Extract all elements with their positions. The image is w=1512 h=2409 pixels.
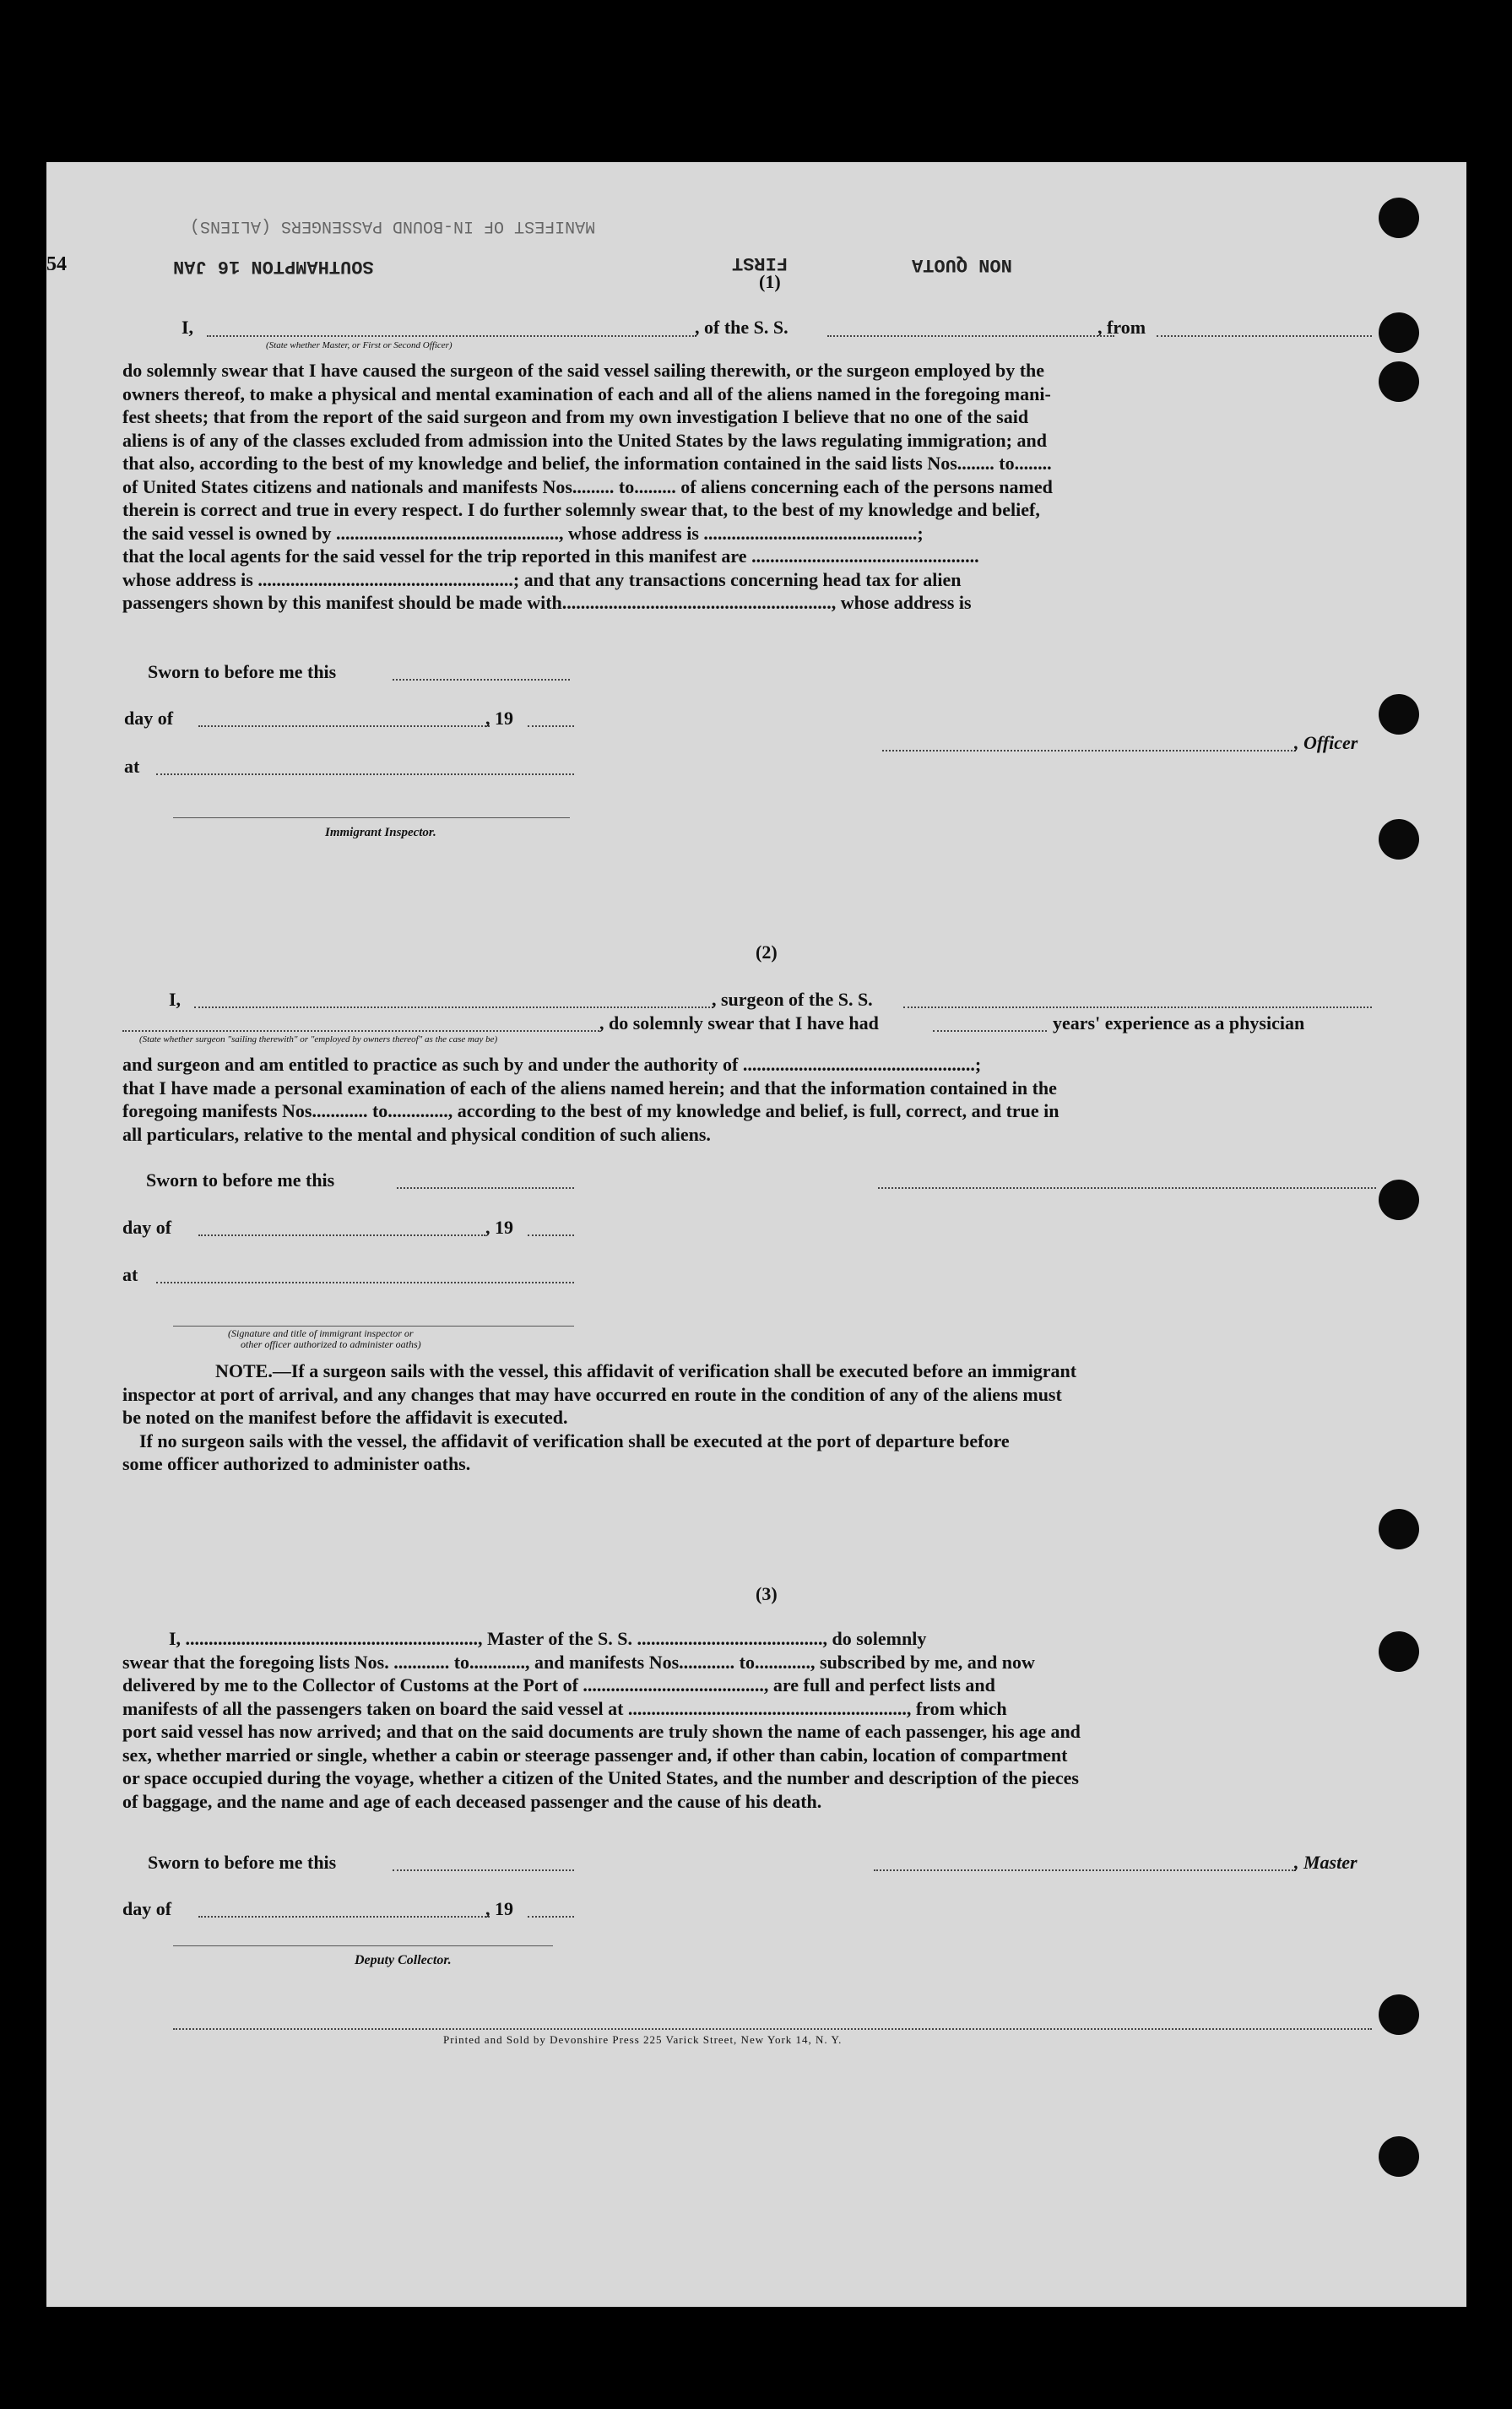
s2-day-line [198, 1234, 485, 1236]
s2-status-line [122, 1030, 599, 1032]
s2-note-1: NOTE.—If a surgeon sails with the vessel, this affidavit of verification shall be executed before an immigrant [215, 1360, 1077, 1381]
punch-hole-6 [1379, 1180, 1419, 1220]
s1-line-10: whose address is .......................................................; and that any transactions concerning head tax for alien [122, 568, 962, 590]
printer-imprint: Printed and Sold by Devonshire Press 225 Varick Street, New York 14, N. Y. [443, 2033, 843, 2046]
s2-sworn-line [397, 1187, 574, 1189]
s1-name-line [207, 335, 696, 337]
s2-note-4: If no surgeon sails with the vessel, the affidavit of verification shall be executed at the port of departure before [139, 1430, 1010, 1451]
bleed-through-top: MANIFEST OF IN-BOUND PASSENGERS (ALIENS) [190, 216, 596, 236]
s2-line-3: foregoing manifests Nos............ to............., according to the best of my knowledge and belief, is full, correct, and true in [122, 1100, 1059, 1121]
punch-hole-10 [1379, 2136, 1419, 2177]
s3-line-3: delivered by me to the Collector of Customs at the Port of ......................................., are full and perfect lists and [122, 1674, 995, 1696]
s1-inspector-line [173, 817, 570, 818]
s2-ship-line [903, 1006, 1372, 1008]
s1-line-8: the said vessel is owned by ................................................, whose address is ..............................................; [122, 522, 924, 544]
s3-deputy: Deputy Collector. [355, 1953, 452, 1967]
s3-day-of: day of [122, 1898, 172, 1919]
bleed-quota: NON QUOTA [912, 254, 1012, 275]
s3-line-2: swear that the foregoing lists Nos. ............ to............, and manifests Nos............ to............, subscribed by me, and now [122, 1651, 1035, 1673]
manifest-page [46, 162, 1466, 2307]
s3-line-5: port said vessel has now arrived; and that on the said documents are truly shown the name of each passenger, his age and [122, 1721, 1081, 1742]
s2-surgeon-of: , surgeon of the S. S. [712, 989, 873, 1010]
s3-line-4: manifests of all the passengers taken on board the said vessel at ............................................................, from which [122, 1697, 1007, 1719]
section-1-number: (1) [759, 271, 781, 292]
s2-note [122, 1359, 1380, 1476]
s3-line-1: I, ..............................................................., Master of the S. S. ........................................, do solemnly [169, 1628, 927, 1649]
s2-caption-2: other officer authorized to administer oaths) [241, 1338, 421, 1350]
bleed-class: FIRST [732, 252, 789, 274]
s3-year: , 19 [485, 1898, 513, 1919]
s3-master-line [874, 1869, 1296, 1871]
s2-note-2: inspector at port of arrival, and any changes that may have occurred en route in the condition of any of the aliens must [122, 1383, 1062, 1405]
s2-note-3: be noted on the manifest before the affidavit is executed. [122, 1407, 568, 1428]
s3-deputy-line [173, 1945, 553, 1946]
s3-line-6: sex, whether married or single, whether a cabin or steerage passenger and, if other than cabin, location of compartment [122, 1744, 1068, 1766]
s1-day-line [198, 725, 490, 727]
s3-line-7: or space occupied during the voyage, whether a citizen of the United States, and the number and description of the pieces [122, 1767, 1079, 1788]
s3-oath-text [122, 1627, 1380, 1813]
s2-year: , 19 [485, 1217, 513, 1238]
bleed-port-date: SOUTHAMPTON 16 JAN [173, 256, 374, 277]
s1-line-1: do solemnly swear that I have caused the surgeon of the said vessel sailing therewith, or the surgeon employed by the [122, 360, 1045, 381]
s1-line-5: that also, according to the best of my knowledge and belief, the information contained in the said lists Nos........ to........ [122, 453, 1052, 474]
s3-day-line [198, 1916, 490, 1918]
s2-at: at [122, 1264, 138, 1285]
s2-caption-1: (Signature and title of immigrant inspector or [228, 1327, 414, 1339]
s3-master: , Master [1294, 1852, 1358, 1873]
punch-hole-8 [1379, 1631, 1419, 1672]
s2-sworn: Sworn to before me this [146, 1169, 335, 1191]
s1-officer: , Officer [1294, 732, 1358, 753]
s1-oath-text [122, 359, 1380, 615]
s1-state-whether: (State whether Master, or First or Second Officer) [266, 340, 453, 350]
s1-day-of: day of [124, 708, 174, 729]
punch-hole-4 [1379, 694, 1419, 735]
s1-line-11: passengers shown by this manifest should be made with.........................................................., whose address is [122, 592, 972, 613]
s1-of-ss: , of the S. S. [695, 317, 789, 338]
s1-ship-line [827, 335, 1114, 337]
s1-line-7: therein is correct and true in every respect. I do further solemnly swear that, to the best of my knowledge and belief, [122, 499, 1040, 520]
punch-hole-3 [1379, 361, 1419, 402]
s1-from: , from [1097, 317, 1146, 338]
s1-from-line [1157, 335, 1372, 337]
s1-line-4: aliens is of any of the classes excluded from admission into the United States by the laws regulating immigration; and [122, 429, 1047, 451]
footer-rule [173, 2028, 1372, 2030]
s2-solemnly: , do solemnly swear that I have had [599, 1012, 879, 1034]
s1-at-line [156, 773, 574, 775]
s3-sworn: Sworn to before me this [148, 1852, 337, 1873]
s3-year-line [528, 1916, 574, 1918]
s1-year: , 19 [485, 708, 513, 729]
punch-hole-2 [1379, 312, 1419, 353]
s2-day-of: day of [122, 1217, 172, 1238]
s3-line-8: of baggage, and the name and age of each deceased passenger and the cause of his death. [122, 1790, 822, 1812]
s1-i: I, [182, 317, 194, 338]
s1-year-line [528, 725, 574, 727]
s2-year-line [528, 1234, 574, 1236]
s2-note-5: some officer authorized to administer oaths. [122, 1453, 471, 1474]
punch-hole-5 [1379, 819, 1419, 860]
s1-line-2: owners thereof, to make a physical and mental examination of each and all of the aliens named in the foregoing mani- [122, 383, 1051, 404]
s1-line-9: that the local agents for the said vessel for the trip reported in this manifest are ................................................. [122, 545, 979, 567]
s2-inspector-line [173, 1326, 574, 1327]
s2-i: I, [169, 989, 182, 1010]
section-2-number: (2) [756, 941, 778, 963]
s1-sworn: Sworn to before me this [148, 661, 337, 682]
punch-hole-1 [1379, 198, 1419, 238]
s1-at: at [124, 756, 140, 777]
punch-hole-7 [1379, 1509, 1419, 1549]
s2-oath-text [122, 1053, 1380, 1146]
s2-line-1: and surgeon and am entitled to practice as such by and under the authority of ..................................................; [122, 1054, 982, 1075]
s1-officer-line [882, 750, 1296, 751]
margin-mark: 54 [46, 253, 67, 275]
s2-at-line [156, 1282, 574, 1283]
s2-line-2: that I have made a personal examination of each of the aliens named herein; and that the information contained in the [122, 1077, 1057, 1099]
s1-sworn-line [393, 679, 570, 681]
s2-years: years' experience as a physician [1053, 1012, 1305, 1034]
s2-name-line [194, 1006, 713, 1008]
s2-line-4: all particulars, relative to the mental and physical condition of such aliens. [122, 1123, 711, 1145]
section-3-number: (3) [756, 1583, 778, 1604]
s2-signature-line [878, 1187, 1376, 1189]
s1-line-3: fest sheets; that from the report of the said surgeon and from my own investigation I believe that no one of the said [122, 406, 1029, 427]
s1-inspector: Immigrant Inspector. [325, 826, 436, 839]
s2-state-whether: (State whether surgeon "sailing therewith" or "employed by owners thereof" as the case may be) [139, 1034, 498, 1044]
s2-years-line [933, 1030, 1047, 1032]
s3-sworn-line [393, 1869, 574, 1871]
s1-line-6: of United States citizens and nationals and manifests Nos......... to......... of aliens concerning each of the persons named [122, 475, 1053, 497]
punch-hole-9 [1379, 1994, 1419, 2035]
